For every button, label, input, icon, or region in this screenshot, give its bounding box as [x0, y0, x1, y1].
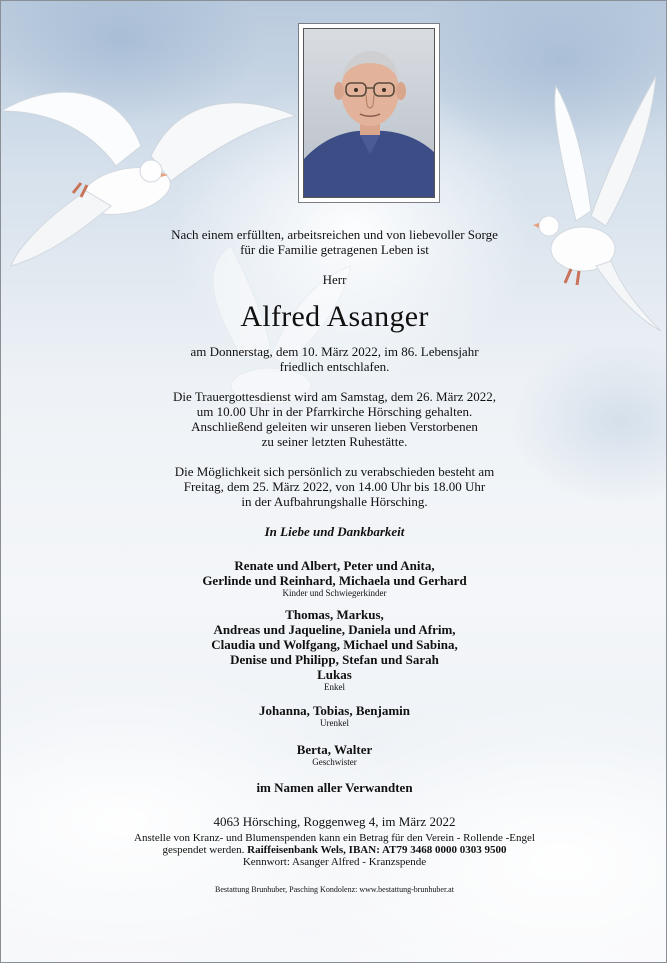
- intro-line-1: Nach einem erfüllten, arbeitsreichen und von liebevoller Sorge: [171, 227, 498, 242]
- siblings-line: Berta, Walter: [296, 742, 373, 757]
- donation-line-1: Anstelle von Kranz- und Blumenspenden kann ein Betrag für den Verein - Rollende -Engel: [134, 832, 535, 844]
- salutation: Herr: [322, 272, 347, 287]
- farewell-line-1: Die Möglichkeit sich persönlich zu verabschieden besteht am: [174, 464, 495, 479]
- siblings-role: Geschwister: [312, 757, 357, 767]
- donation-line-3: Kennwort: Asanger Alfred - Kranzspende: [242, 856, 427, 868]
- farewell-block: [1, 464, 667, 509]
- grandchildren-role: Enkel: [324, 682, 345, 692]
- grandchildren-block: [1, 607, 667, 693]
- death-line-2: friedlich entschlafen.: [279, 359, 390, 374]
- deceased-name: Alfred Asanger: [240, 300, 429, 333]
- children-block: [1, 558, 667, 599]
- great-grandchildren-role: Urenkel: [320, 718, 349, 728]
- donation-line-2: [1, 844, 667, 856]
- relatives-line: im Namen aller Verwandten: [256, 780, 413, 795]
- children-role: Kinder und Schwiegerkinder: [282, 588, 387, 598]
- undertaker-line: Bestattung Brunhuber, Pasching Kondolenz: www.bestattung-brunhuber.at: [215, 885, 454, 894]
- grandchildren-line-4: Denise und Philipp, Stefan und Sarah: [230, 652, 439, 667]
- portrait-photo: [298, 23, 440, 203]
- great-grandchildren-line: Johanna, Tobias, Benjamin: [258, 703, 410, 718]
- grandchildren-line-3: Claudia und Wolfgang, Michael und Sabina,: [211, 637, 458, 652]
- address-line: 4063 Hörsching, Roggenweg 4, im März 2022: [213, 814, 456, 829]
- children-line-1: Renate und Albert, Peter und Anita,: [234, 558, 435, 573]
- death-line-1: am Donnerstag, dem 10. März 2022, im 86. Lebensjahr: [190, 344, 479, 359]
- grandchildren-line-1: Thomas, Markus,: [285, 607, 384, 622]
- portrait-image: [304, 29, 435, 198]
- obituary-text: [1, 227, 667, 895]
- service-line-2: um 10.00 Uhr in der Pfarrkirche Hörsching gehalten.: [196, 404, 473, 419]
- service-line-3: Anschließend geleiten wir unseren lieben Verstorbenen: [191, 419, 478, 434]
- farewell-line-3: in der Aufbahrungshalle Hörsching.: [241, 494, 428, 509]
- siblings-block: [1, 742, 667, 768]
- grandchildren-line-2: Andreas und Jaqueline, Daniela und Afrim,: [213, 622, 456, 637]
- donation-bank: Raiffeisenbank Wels, IBAN: AT79 3468 0000 0303 9500: [247, 844, 507, 856]
- service-line-1: Die Trauergottesdienst wird am Samstag, dem 26. März 2022,: [173, 389, 496, 404]
- grandchildren-line-5: Lukas: [317, 667, 352, 682]
- great-grandchildren-block: [1, 703, 667, 729]
- service-line-4: zu seiner letzten Ruhestätte.: [261, 434, 408, 449]
- intro-line-2: für die Familie getragenen Leben ist: [240, 242, 429, 257]
- donation-block: [1, 832, 667, 868]
- donation-line-2-text: gespendet werden.: [162, 844, 248, 856]
- closing-phrase: In Liebe und Dankbarkeit: [264, 524, 405, 539]
- service-block: [1, 389, 667, 449]
- children-line-2: Gerlinde und Reinhard, Michaela und Gerhard: [202, 573, 467, 588]
- farewell-line-2: Freitag, dem 25. März 2022, von 14.00 Uhr bis 18.00 Uhr: [183, 479, 486, 494]
